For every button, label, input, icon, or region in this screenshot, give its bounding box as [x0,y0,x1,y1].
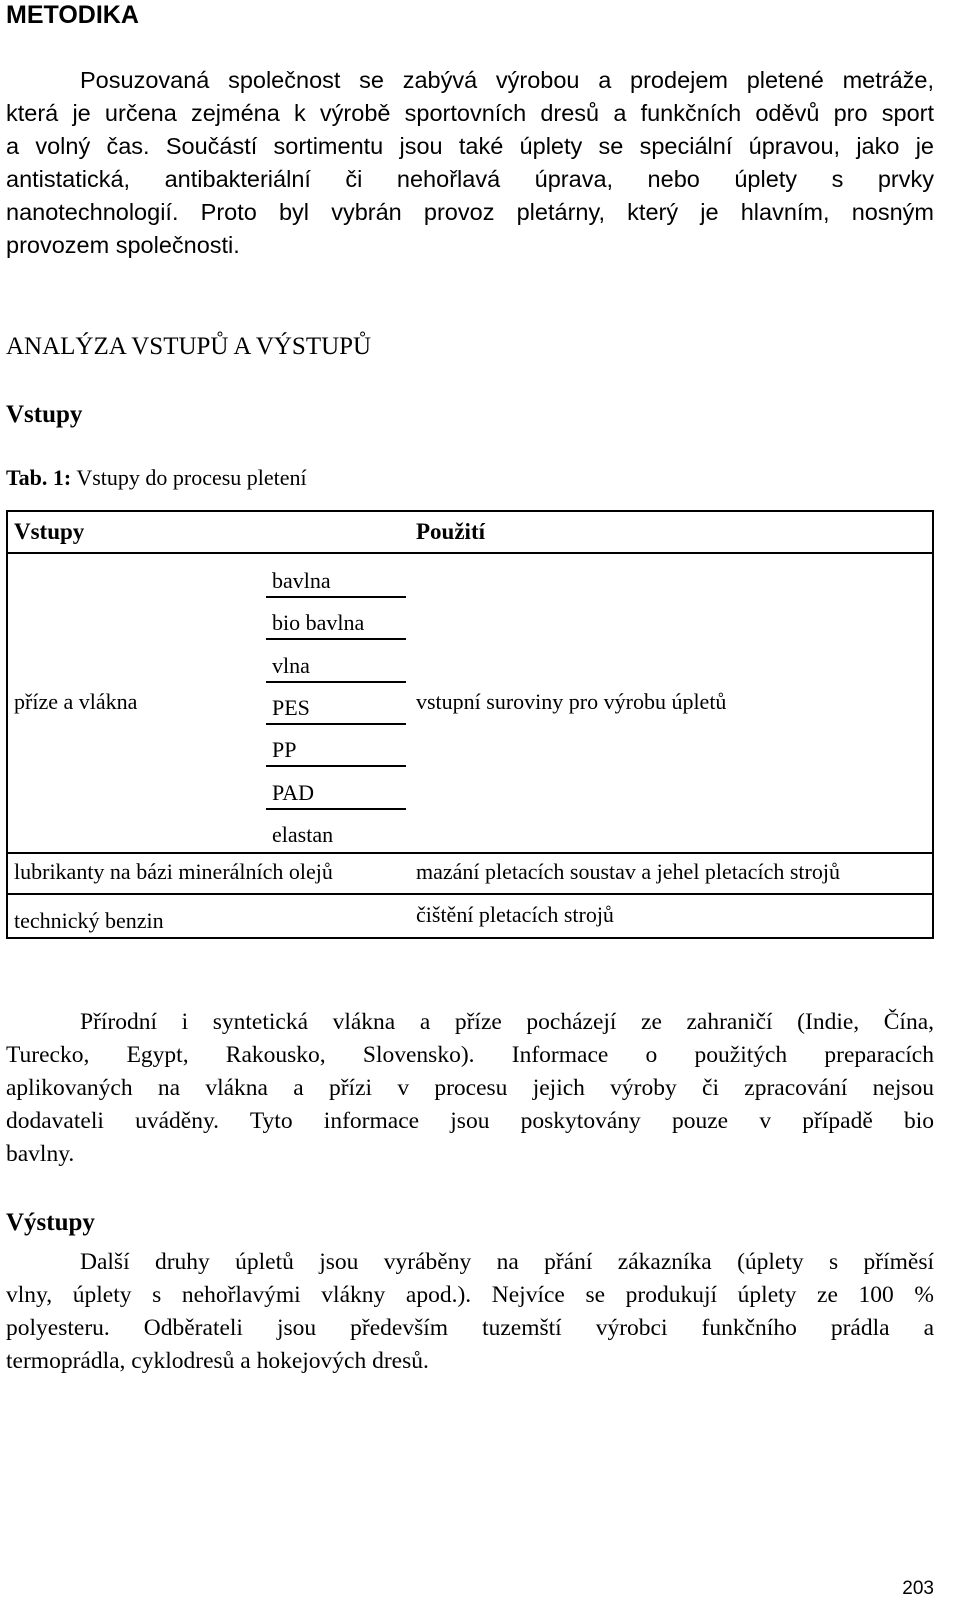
paragraph-line: aplikovaných na vlákna a přízi v procesu jejich výroby či zpracování nejsou [6,1075,934,1101]
material-underline [266,765,406,767]
paragraph-line: vlny, úplety s nehořlavými vlákny apod.). Nejvíce se produkují úplety ze 100 % [6,1282,934,1308]
material-underline [266,596,406,598]
paragraph-line: bavlny. [6,1141,75,1167]
inputs-heading: Vstupy [6,401,83,428]
material-underline [266,808,406,810]
intro-paragraph [6,64,934,262]
table-material-item: vlna [272,653,310,678]
paragraph-line: antistatická, antibakteriální či nehořlavá úprava, nebo úplety s prvky [6,166,934,192]
table-border-top [6,510,934,512]
paragraph-line: Turecko, Egypt, Rakousko, Slovensko). Informace o použitých preparacích [6,1042,934,1068]
paragraph-line: a volný čas. Součástí sortimentu jsou také úplety se speciální úpravou, jako je [6,133,934,159]
paragraph-line: Další druhy úpletů jsou vyráběny na přání zákazníka (úplety s příměsí [80,1249,934,1275]
material-underline [266,638,406,640]
paragraph-line: termoprádla, cyklodresů a hokejových dresů. [6,1348,429,1374]
table-group-label: příze a vlákna [14,689,138,714]
table-caption-text: Vstupy do procesu pletení [76,465,307,490]
paragraph-line: provozem společnosti. [6,232,240,258]
table-row-use: čištění pletacích strojů [416,902,614,927]
table-row-divider [6,852,934,854]
inputs-paragraph [6,1006,934,1171]
page-heading: METODIKA [6,1,139,29]
material-underline [266,723,406,725]
paragraph-line: dodavateli uváděny. Tyto informace jsou poskytovány pouze v případě bio [6,1108,934,1134]
paragraph-line: Posuzovaná společnost se zabývá výrobou a prodejem pletené metráže, [80,67,934,93]
table-material-item: elastan [272,822,334,847]
table-caption [6,462,307,494]
table-header-inputs: Vstupy [14,519,85,544]
paragraph-line: Přírodní i syntetická vlákna a příze pocházejí ze zahraničí (Indie, Čína, [80,1009,934,1035]
table-header-use: Použití [416,519,485,544]
outputs-heading: Výstupy [6,1209,95,1236]
paragraph-line: polyesteru. Odběrateli jsou především tuzemští výrobci funkčního prádla a [6,1315,934,1341]
table-material-item: bio bavlna [272,610,365,635]
table-border-left [6,510,8,938]
table-material-item: bavlna [272,568,331,593]
table-border-right [932,510,934,938]
table-border-bottom [6,937,934,939]
page-number: 203 [902,1578,934,1599]
table-material-item: PP [272,737,297,762]
table-material-item: PES [272,695,310,720]
table-row-use: mazání pletacích soustav a jehel pletacích strojů [416,859,840,884]
table-header-divider [6,552,934,554]
outputs-paragraph [6,1246,934,1378]
table-row-input: lubrikanty na bázi minerálních olejů [14,859,333,884]
table-caption-label: Tab. 1: [6,465,72,490]
table-row-input: technický benzin [14,908,164,933]
paragraph-line: nanotechnologií. Proto byl vybrán provoz pletárny, který je hlavním, nosným [6,199,934,225]
material-underline [266,681,406,683]
table-material-item: PAD [272,780,314,805]
paragraph-line: která je určena zejména k výrobě sportovních dresů a funkčních oděvů pro sport [6,100,934,126]
table-group-use: vstupní suroviny pro výrobu úpletů [416,689,727,714]
section-title: ANALÝZA VSTUPŮ A VÝSTUPŮ [6,333,372,360]
table-row-divider [6,893,934,895]
